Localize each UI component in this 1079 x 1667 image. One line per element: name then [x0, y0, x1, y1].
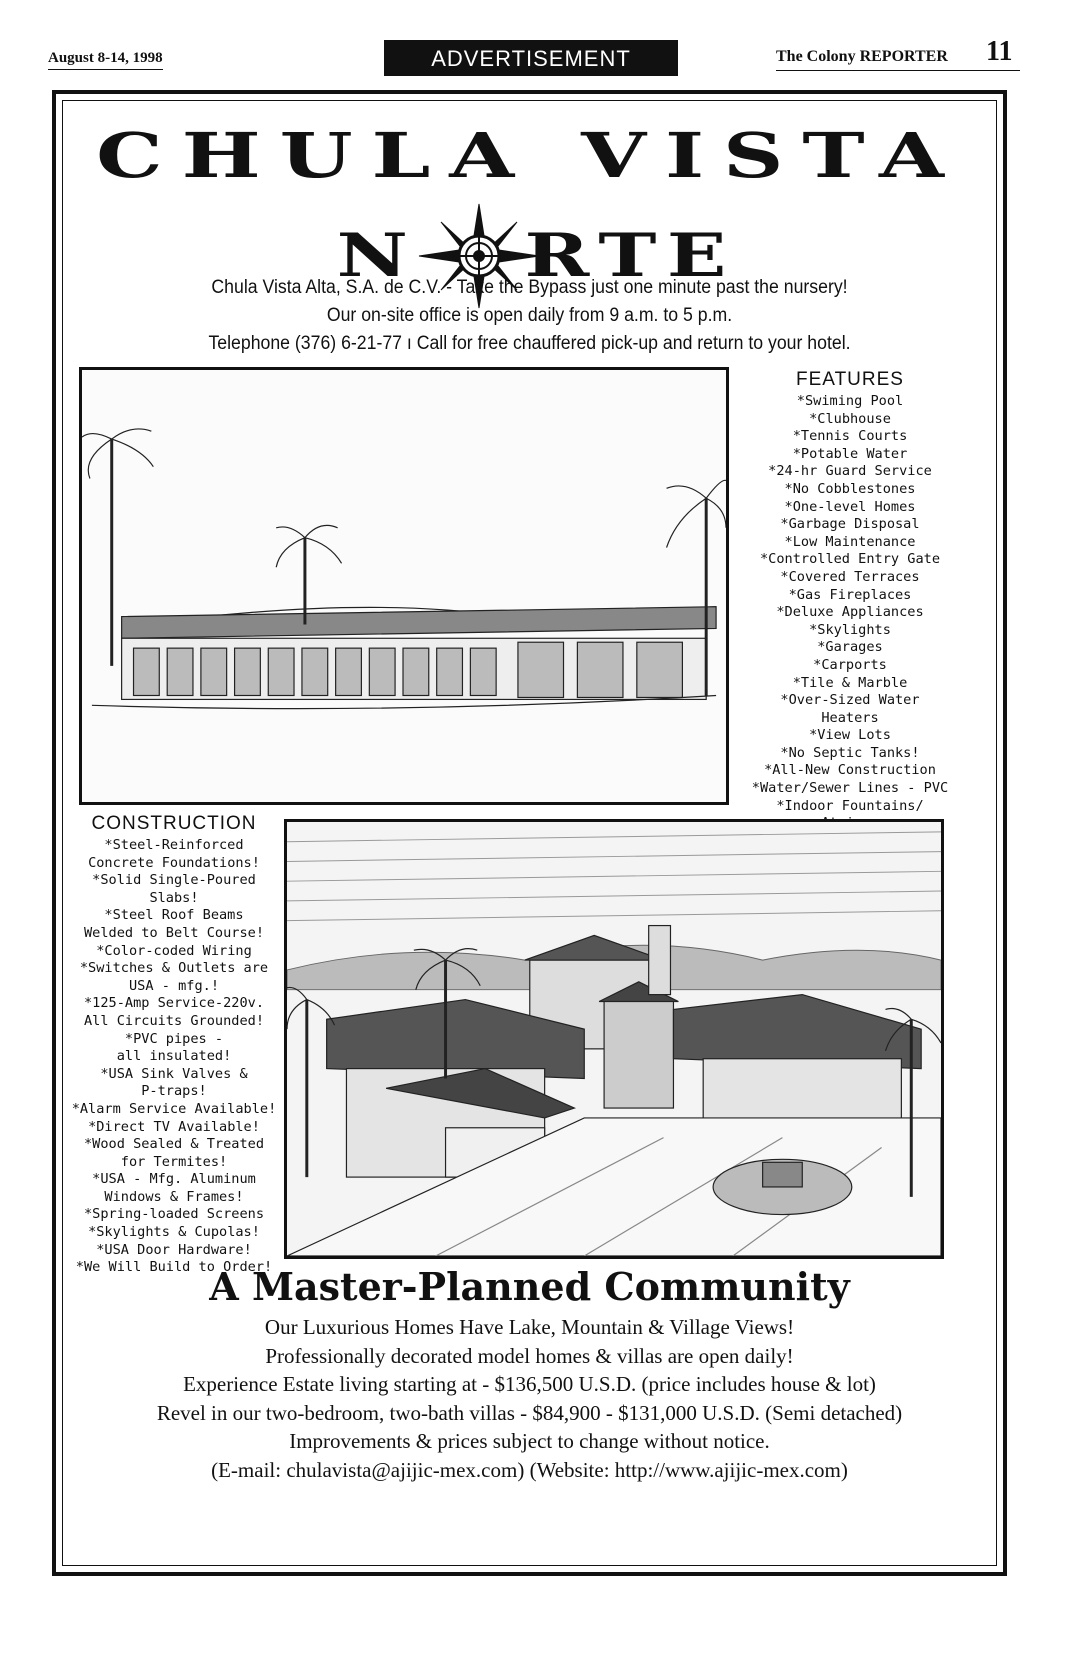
construction-item: *Wood Sealed & Treated [83, 1136, 265, 1153]
feature-item: *Controlled Entry Gate [759, 551, 941, 568]
construction-item: *Direct TV Available! [88, 1118, 260, 1135]
feature-item: *Water/Sewer Lines - PVC [751, 780, 949, 797]
construction-item: *Alarm Service Available! [71, 1100, 277, 1117]
construction-item: *We Will Build to Order! [75, 1259, 273, 1276]
construction-item: *PVC pipes - [124, 1030, 224, 1047]
feature-item: *Potable Water [792, 445, 908, 462]
feature-item: *Tennis Courts [792, 428, 908, 445]
construction-item: *Spring-loaded Screens [83, 1206, 265, 1223]
offer-line: Experience Estate living starting at - $136,500 U.S.D. (price includes house & lot) [183, 1372, 876, 1396]
tagline: A Master-Planned Community [209, 1264, 850, 1309]
feature-item: *Clubhouse [809, 410, 891, 427]
estate-illustration [284, 819, 944, 1259]
feature-item: Heaters [821, 709, 879, 726]
newspaper-name: The Colony REPORTER [776, 48, 948, 65]
construction-item: for Termites! [120, 1153, 228, 1170]
header-rule [776, 70, 1020, 71]
offer-line: Our Luxurious Homes Have Lake, Mountain & Village Views! [264, 1315, 795, 1339]
estate-drawing [287, 822, 941, 1256]
features-items [737, 393, 963, 833]
offer-line: Revel in our two-bedroom, two-bath villas - $84,900 - $131,000 U.S.D. (Semi detached) [156, 1400, 903, 1425]
construction-item: *USA Sink Valves & [100, 1065, 248, 1082]
feature-item: *No Cobblestones [784, 480, 916, 497]
features-title: FEATURES [796, 369, 904, 390]
construction-item: All Circuits Grounded! [83, 1012, 265, 1029]
construction-item: Welded to Belt Course! [83, 924, 265, 941]
offer-line: Professionally decorated model homes & villas are open daily! [265, 1343, 794, 1368]
construction-item: P-traps! [141, 1083, 207, 1100]
construction-items [69, 837, 279, 1277]
intro-line: Telephone (376) 6-21-77 ı Call for free chauffered pick-up and return to your hotel. [208, 333, 851, 354]
feature-item: *24-hr Guard Service [768, 463, 932, 480]
construction-item: *Switches & Outlets are [79, 960, 269, 977]
feature-item: *All-New Construction [764, 762, 936, 779]
construction-item: *Solid Single-Poured [92, 872, 256, 889]
construction-list [69, 813, 279, 1277]
offer-line: Improvements & prices subject to change without notice. [289, 1429, 770, 1453]
advertisement-box [52, 90, 1007, 1576]
offer-text [63, 1313, 996, 1484]
construction-item: Windows & Frames! [104, 1188, 244, 1205]
construction-item: *Skylights & Cupolas! [88, 1224, 260, 1241]
construction-item: *Color-coded Wiring [96, 942, 252, 959]
feature-item: *Covered Terraces [780, 568, 920, 585]
construction-item: *Steel Roof Beams [104, 907, 244, 924]
construction-item: *USA - Mfg. Aluminum [92, 1171, 256, 1188]
page-number: 11 [986, 36, 1013, 67]
feature-item: *Over-Sized Water [780, 692, 920, 709]
feature-item: *Skylights [809, 621, 891, 638]
feature-item: *Garages [817, 639, 883, 656]
feature-item: *Swiming Pool [796, 393, 904, 409]
feature-item: *Gas Fireplaces [788, 586, 912, 603]
issue-date: August 8-14, 1998 [48, 50, 163, 70]
feature-item: *Deluxe Appliances [776, 604, 924, 621]
construction-item: *125-Amp Service-220v. [83, 995, 265, 1012]
construction-item: Concrete Foundations! [88, 854, 260, 871]
feature-item: *One-level Homes [784, 498, 916, 515]
feature-item: *Indoor Fountains/ [776, 797, 924, 814]
brand-subtitle-right: RTE [524, 221, 737, 291]
construction-item: *USA Door Hardware! [96, 1241, 252, 1258]
feature-item: *View Lots [809, 727, 891, 744]
features-list [737, 369, 963, 833]
villas-illustration [79, 367, 729, 805]
contact-line: (E-mail: chulavista@ajijic-mex.com) (Website: http://www.ajijic-mex.com) [211, 1457, 848, 1482]
feature-item: *Low Maintenance [784, 533, 916, 550]
construction-title: CONSTRUCTION [91, 813, 257, 834]
feature-item: *No Septic Tanks! [780, 744, 920, 761]
advertisement-banner: ADVERTISEMENT [384, 40, 678, 76]
intro-text [96, 274, 964, 358]
brand-subtitle-left: N [337, 221, 419, 291]
feature-item: *Garbage Disposal [780, 516, 920, 533]
intro-line: Chula Vista Alta, S.A. de C.V. - Take the Bypass just one minute past the nursery! [211, 277, 848, 298]
brand-title: CHULA VISTA [96, 119, 963, 192]
advertisement-inner-frame [62, 100, 997, 1566]
construction-item: Slabs! [149, 889, 199, 906]
feature-item: *Tile & Marble [792, 674, 908, 691]
page-header [0, 0, 1079, 80]
feature-item: *Carports [813, 656, 887, 673]
construction-item: USA - mfg.! [128, 977, 220, 994]
construction-item: *Steel-Reinforced [104, 837, 244, 853]
construction-item: all insulated! [116, 1048, 232, 1065]
intro-line: Our on-site office is open daily from 9 a.m. to 5 p.m. [326, 305, 733, 326]
villas-drawing [82, 370, 726, 802]
